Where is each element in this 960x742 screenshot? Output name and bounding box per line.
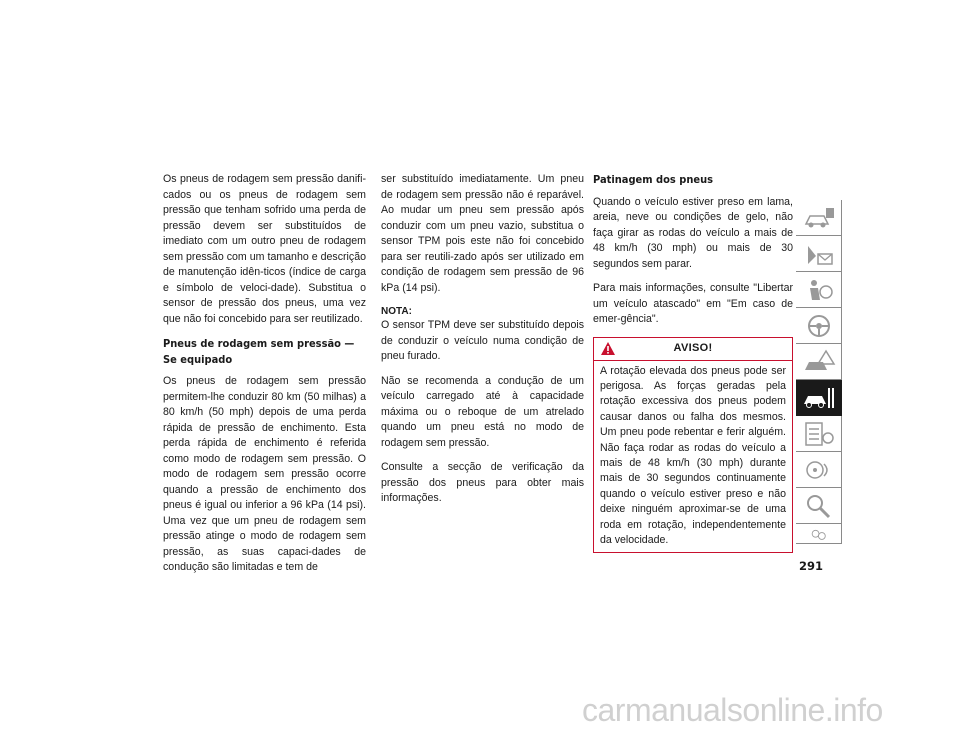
magnifier-icon[interactable] <box>796 488 842 524</box>
column-left <box>163 172 366 585</box>
note-label: NOTA: <box>381 306 412 317</box>
note-text: O sensor TPM deve ser substituído depois de conduzir o veículo numa condição de pneu furado. <box>381 319 584 362</box>
steering-wheel-icon[interactable] <box>796 308 842 344</box>
warning-title: AVISO! <box>673 341 713 354</box>
airbag-person-icon[interactable] <box>796 272 842 308</box>
column-middle <box>381 172 584 516</box>
warning-text: A rotação elevada dos pneus pode ser perigosa. As forças geradas pela rotação excessiva dos pneus podem causar danos ou falha dos mesmos. Um pneu pode rebentar e ferir alguém. Não faça rodar as rodas do veículo a mais de 48 km/h (30 mph) durante mais de 30 segundos continuamente quando o veículo estiver preso e não deixe ninguém aproximar-se de uma roda em rotação, independentemente da velocidade. <box>600 364 786 546</box>
column-right <box>593 172 793 553</box>
car-info-icon[interactable] <box>796 200 842 236</box>
paragraph: Quando o veículo estiver preso em lama, areia, neve ou condições de gelo, não faça girar as rodas do veículo a mais de 48 km/h (30 mph) ou mais de 30 segundos sem parar. <box>593 195 793 270</box>
page-number: 291 <box>799 559 824 573</box>
chapter-sidebar <box>796 200 842 544</box>
paragraph: Os pneus de rodagem sem pressão danifi-cados ou os pneus de rodagem sem pressão que tenham sofrido uma perda de pressão devem ser substituídos de imediato com um outro pneu de rodagem sem pressão com um tamanho e descrição de manutenção idên-ticos (índice de carga e símbolo de veloci-dade). Substitua o sensor de pressão dos pneus, uma vez que não foi concebido para ser reutilizado. <box>163 173 366 325</box>
warning-car-icon[interactable] <box>796 344 842 380</box>
paragraph: ser substituído imediatamente. Um pneu de rodagem sem pressão não é reparável. Ao mudar um pneu sem pressão após conduzir com um pneu vazio, substitua o sensor TPM pois este não foi concebido para ser reutili-zado após ser utilizado em condição de rodagem sem pressão de 96 kPa (14 psi). <box>381 173 584 294</box>
warning-header <box>594 338 792 361</box>
languages-icon[interactable] <box>796 524 842 544</box>
warning-triangle-icon <box>600 341 616 356</box>
paragraph: Consulte a secção de verificação da pressão dos pneus para obter mais informações. <box>381 461 584 504</box>
watermark: carmanualsonline.info <box>582 692 883 728</box>
multimedia-icon[interactable] <box>796 452 842 488</box>
section-heading: Patinagem dos pneus <box>593 173 714 186</box>
paragraph: Não se recomenda a condução de um veículo carregado até à capacidade máxima ou o reboque de um atrelado quando um pneu está no modo de rodagem sem pressão. <box>381 374 584 449</box>
maintenance-list-icon[interactable] <box>796 416 842 452</box>
paragraph: Os pneus de rodagem sem pressão permitem-lhe conduzir 80 km (50 milhas) a 80 km/h (50 mph) depois de uma perda rápida de pressão de enchimento. Esta perda rápida de enchimento é referida como modo de rodagem sem pressão. O modo de rodagem sem pressão ocorre quando a pressão de enchimento dos pneus é igual ou inferior a 96 kPa (14 psi). Uma vez que um pneu de rodagem sem pressão atinge o modo de rodagem sem pressão, as suas capaci-dades de condução são limitadas e tem de <box>163 375 366 573</box>
section-heading: Pneus de rodagem sem pressão — Se equipado <box>163 337 355 366</box>
warning-box <box>593 337 793 554</box>
car-tools-icon[interactable] <box>796 380 842 416</box>
safety-envelope-icon[interactable] <box>796 236 842 272</box>
paragraph: Para mais informações, consulte "Libertar um veículo atascado" em "Em caso de emer-gência". <box>593 282 793 325</box>
